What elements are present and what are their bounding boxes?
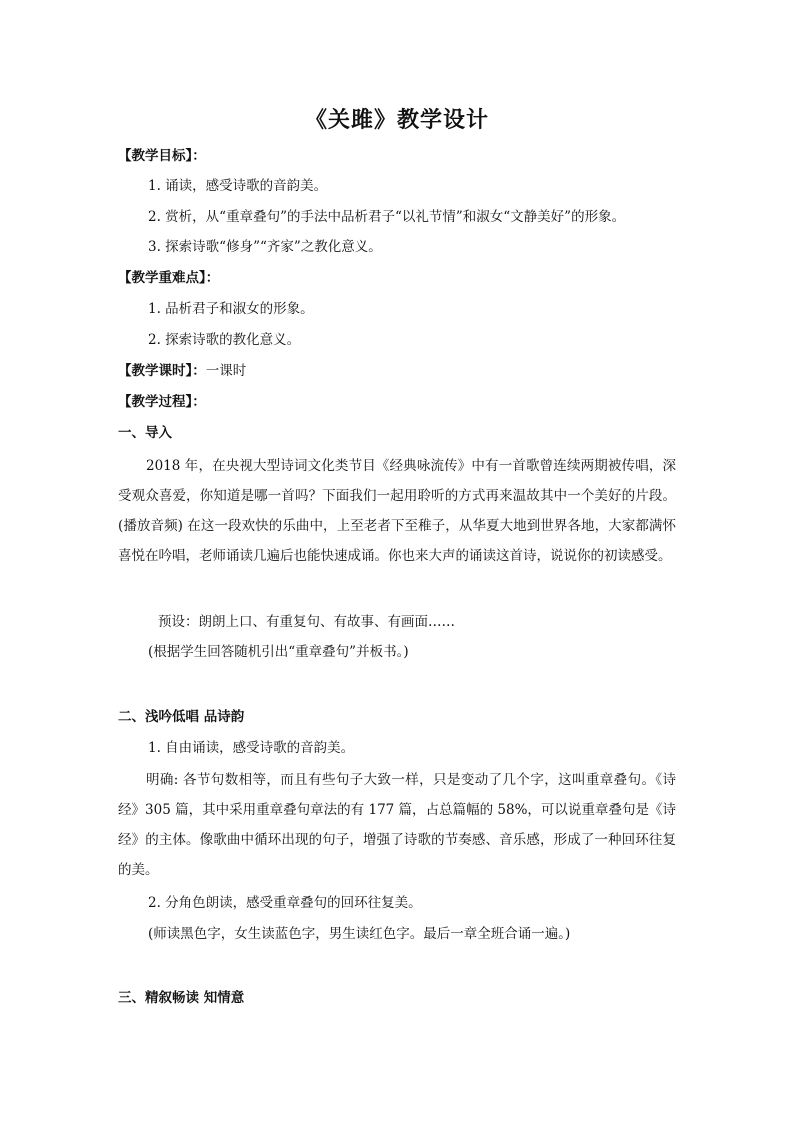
goal-item-3: 3. 探索诗歌“修身”“齐家”之教化意义。 [148,239,382,255]
section2-note: (师读黑色字，女生读蓝色字，男生读红色字。最后一章全班合诵一遍。) [148,926,571,942]
section1-preset: 预设：朗朗上口、有重复句、有故事、有画面…… [158,614,455,630]
page-title: 《关雎》教学设计 [304,108,489,133]
section1-paragraph: 2018 年，在央视大型诗词文化类节目《经典咏流传》中有一首歌曾连续两期被传唱，深受观众喜爱，你知道是哪一首吗？下面我们一起用聆听的方式再来温故其中一个美好的片段。(播放音频) 在这一段欢快的乐曲中，上至老者下至稚子，从华夏大地到世界各地，大家都满怀喜悦在吟唱，老师诵读几遍后也能快速成诵。你也来大声的诵读这首诗，说说你的初读感受。 [118,458,676,564]
section2-paragraph: 明确: 各节句数相等，而且有些句子大致一样，只是变动了几个字，这叫重章叠句。《诗经》305 篇，其中采用重章叠句章法的有 177 篇，占总篇幅的 58%，可以说重章叠句是《诗经》的主体。像歌曲中循环出现的句子，增强了诗歌的节奏感、音乐感，形成了一种回环往复的美。 [118,772,676,878]
process-heading: 【教学过程】： [118,394,206,410]
goal-item-2: 2. 赏析，从“重章叠句”的手法中品析君子“以礼节情”和淑女“文静美好”的形象。 [148,209,626,225]
section3-heading: 三、精叙畅读 知情意 [118,990,245,1006]
goals-heading: 【教学目标】： [118,148,206,164]
key-point-item-1: 1. 品析君子和淑女的形象。 [148,301,314,317]
class-hours-value: 一课时 [205,363,247,379]
key-points-heading: 【教学重难点】： [118,270,220,286]
class-hours-heading: 【教学课时】： [118,363,206,379]
class-hours-row [118,361,246,381]
section2-item-2: 2. 分角色朗读，感受重章叠句的回环往复美。 [148,895,422,911]
section2-heading: 二、浅吟低唱 品诗韵 [118,709,245,725]
goal-item-1: 1. 诵读，感受诗歌的音韵美。 [148,178,328,194]
section2-item-1: 1. 自由诵读，感受诗歌的音韵美。 [148,740,355,756]
key-point-item-2: 2. 探索诗歌的教化意义。 [148,332,301,348]
section1-heading: 一、导入 [118,425,172,441]
section1-note: (根据学生回答随机引出“重章叠句”并板书。) [148,644,409,660]
